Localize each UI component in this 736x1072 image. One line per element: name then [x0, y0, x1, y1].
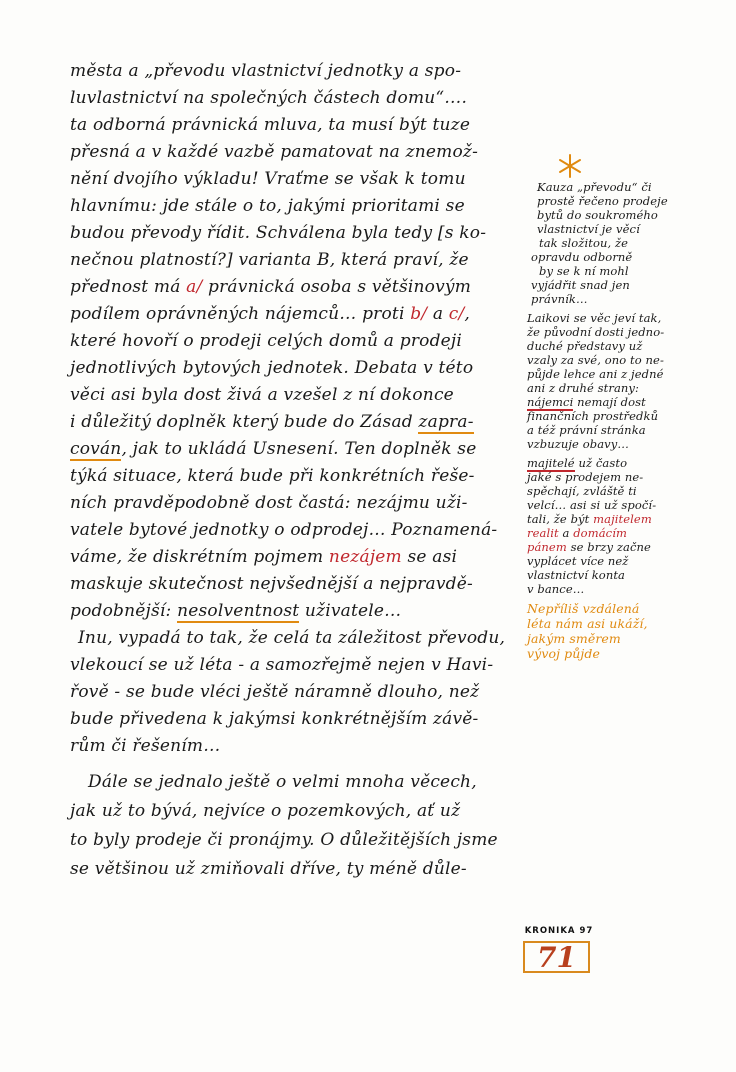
- underlined-word: nesolventnost: [177, 601, 300, 621]
- text-line: i důležitý doplněk který bude do Zásad zapra-: [70, 412, 474, 432]
- note-line: vzbuzuje obavy…: [527, 437, 629, 451]
- note-line: v bance…: [527, 582, 585, 596]
- text-line: ních pravděpodobně dost častá: nezájmu uži-: [70, 493, 468, 513]
- text-line: Dále se jednalo ještě o velmi mnoha věcech,: [88, 772, 477, 792]
- note-line: bytů do soukromého: [537, 208, 658, 222]
- text-line: váme, že diskrétním pojmem nezájem se asi: [70, 547, 458, 567]
- text-line: nečnou platností?] varianta B, která praví, že: [70, 250, 469, 270]
- red-word: majitelem: [593, 512, 652, 526]
- note-line: vyjádřit snad jen: [531, 278, 630, 292]
- underlined-word: zapra-: [418, 412, 474, 432]
- note-line: vyplácet více než: [527, 554, 629, 568]
- note-line-orange: léta nám asi ukáží,: [527, 616, 648, 631]
- note-line: jaké s prodejem ne-: [527, 470, 644, 484]
- red-word: pánem: [527, 540, 567, 554]
- page-footer: [520, 926, 598, 974]
- text-line: to byly prodeje či pronájmy. O důležitějších jsme: [70, 830, 498, 850]
- text-line: jednotlivých bytových jednotek. Debata v této: [70, 358, 474, 378]
- note-line: vzaly za své, ono to ne-: [527, 353, 664, 367]
- note-line-orange: jakým směrem: [527, 631, 621, 646]
- note-line: velcí… asi si už spočí-: [527, 498, 657, 512]
- red-word: domácím: [573, 526, 627, 540]
- text-line: ta odborná právnická mluva, ta musí být tuze: [70, 115, 471, 135]
- underlined-word: cován: [70, 439, 122, 459]
- note-line: spěchají, zvláště ti: [527, 484, 637, 498]
- note-line: pánem se brzy začne: [527, 540, 651, 554]
- text-line: přednost má a/ právnická osoba s většinovým: [70, 277, 472, 297]
- chronicle-label: KRONIKA 97: [524, 926, 594, 936]
- note-line: vlastnictví je věcí: [537, 222, 640, 236]
- note-line: opravdu odborně: [531, 250, 633, 264]
- note-line: finančních prostředků: [527, 409, 659, 423]
- text-line: vlekoucí se už léta - a samozřejmě nejen v Havi-: [70, 655, 494, 675]
- asterisk-icon: [556, 152, 584, 180]
- note-line: prostě řečeno prodeje: [537, 194, 668, 208]
- red-marker-c: c/: [448, 304, 465, 324]
- page-number: 71: [537, 940, 576, 974]
- text-line: týká situace, která bude při konkrétních řeše-: [70, 466, 475, 486]
- text-line: jak už to bývá, nejvíce o pozemkových, ať už: [70, 801, 461, 821]
- note-line-orange: Nepříliš vzdálená: [527, 601, 640, 616]
- text-line: které hovoří o prodeji celých domů a prodeji: [70, 331, 463, 351]
- text-line: hlavnímu: jde stále o to, jakými prioritami se: [70, 196, 465, 216]
- note-line: duché představy už: [527, 339, 643, 353]
- page-number-box: [523, 941, 590, 973]
- underlined-word: nájemci: [527, 395, 574, 409]
- text-line: se většinou už zmiňovali dříve, ty méně důle-: [70, 859, 467, 879]
- text-line: řově - se bude vléci ještě náramně dlouho, než: [70, 682, 480, 702]
- text-line: přesná a v každé vazbě pamatovat na znemož-: [70, 142, 479, 162]
- text-line: věci asi byla dost živá a vzešel z ní dokonce: [70, 385, 454, 405]
- note-line: Kauza „převodu“ či: [537, 180, 652, 194]
- text-line: podobnější: nesolventnost uživatele…: [70, 601, 402, 621]
- note-line: ani z druhé strany:: [527, 381, 639, 395]
- note-line: majitelé už často: [527, 456, 628, 470]
- text-line: cován, jak to ukládá Usnesení. Ten doplněk se: [70, 439, 477, 459]
- note-line-orange: vývoj půjde: [527, 646, 600, 661]
- note-line: že původní dosti jedno-: [527, 325, 665, 339]
- text-line: maskuje skutečnost nejvšednější a nejpravdě-: [70, 574, 473, 594]
- note-line: právník…: [531, 292, 588, 306]
- note-line: Laikovi se věc jeví tak,: [527, 311, 662, 325]
- note-line: nájemci nemají dost: [527, 395, 646, 409]
- underlined-word: majitelé: [527, 456, 575, 470]
- red-marker-b: b/: [410, 304, 428, 324]
- note-line: a též právní stránka: [527, 423, 646, 437]
- red-word-nezajem: nezájem: [328, 547, 402, 567]
- text-line: rům či řešením…: [70, 736, 221, 756]
- note-line: by se k ní mohl: [539, 264, 629, 278]
- text-line: budou převody řídit. Schválena byla tedy [s ko-: [70, 223, 487, 243]
- text-line: města a „převodu vlastnictví jednotky a spo-: [70, 61, 462, 81]
- note-line: tak složitou, že: [539, 236, 629, 250]
- note-line: tali, že být majitelem: [527, 512, 652, 526]
- red-word: realit: [527, 526, 559, 540]
- text-line: nění dvojího výkladu! Vraťme se však k tomu: [70, 169, 466, 189]
- text-line: podílem oprávněných nájemců… proti b/ a c/,: [70, 304, 471, 324]
- note-line: půjde lehce ani z jedné: [527, 367, 664, 381]
- text-line: luvlastnictví na společných částech domu“….: [70, 88, 468, 108]
- red-marker-a: a/: [186, 277, 203, 297]
- note-line: realit a domácím: [527, 526, 627, 540]
- text-line: bude přivedena k jakýmsi konkrétnějším závě-: [70, 709, 479, 729]
- text-line: Inu, vypadá to tak, že celá ta záležitost převodu,: [78, 628, 506, 648]
- text-line: vatele bytové jednotky o odprodej… Poznamená-: [70, 520, 498, 540]
- note-line: vlastnictví konta: [527, 568, 626, 582]
